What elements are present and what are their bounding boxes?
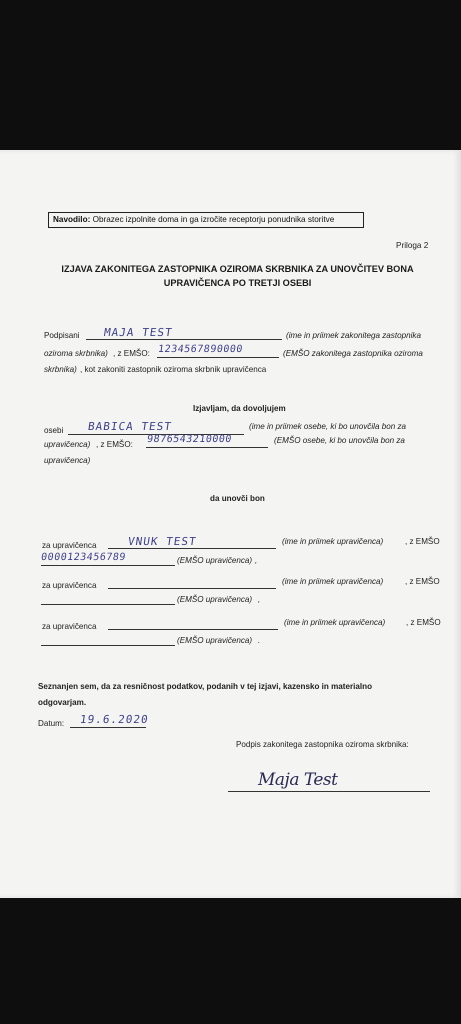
redeem-heading: da unovči bon [210,494,265,503]
beneficiary-1-emso-label: , z EMŠO [405,537,440,546]
signer-line3-a: skrbnika) [44,365,77,374]
beneficiary-2-lead: za upravičenca [42,581,97,590]
statement-line-2: odgovarjam. [38,698,87,707]
person-line3: upravičenca) [44,456,91,465]
beneficiary-2-end: , [258,595,261,604]
signer-name-hint: (ime in priimek zakonitega zastopnika [286,331,421,340]
person-name-handwritten: BABICA TEST [87,420,173,433]
instruction-label: Navodilo: [53,215,91,224]
signature-handwritten: Maja Test [258,770,338,790]
beneficiary-1-end: , [255,556,258,565]
person-lead: osebi [44,426,64,435]
beneficiary-1-name-hint: (ime in priimek upravičenca) [282,537,384,546]
instruction-text: Obrazec izpolnite doma in ga izročite receptorju ponudnika storitve [92,215,335,224]
person-line2-a: upravičenca) [44,440,91,449]
person-name-hint: (ime in priimek osebe, ki bo unovčila bon za [249,422,407,431]
date-line [70,727,146,728]
instruction-box [48,212,364,228]
signer-name-line [86,339,282,340]
title-line-1: IZJAVA ZAKONITEGA ZASTOPNIKA OZIROMA SKRBNIKA ZA UNOVČITEV BONA [61,264,414,274]
beneficiary-1-emso-handwritten: 0000123456789 [40,552,127,563]
signature-label: Podpis zakonitega zastopnika oziroma skrbnika: [236,740,409,749]
beneficiary-2-emso-line [41,604,175,605]
beneficiary-3-name-line [108,629,278,630]
beneficiary-2-name-line [108,588,276,589]
signer-line3-b: , kot zakoniti zastopnik oziroma skrbnik upravičenca [80,365,267,374]
annex-label: Priloga 2 [396,241,429,250]
beneficiary-2-name-hint: (ime in priimek upravičenca) [282,577,384,586]
beneficiary-2-emso-label: , z EMŠO [405,577,440,586]
beneficiary-1-emso-line [41,565,175,566]
date-label: Datum: [38,719,65,728]
beneficiary-3-lead: za upravičenca [42,622,97,631]
date-handwritten: 19.6.2020 [79,713,150,726]
person-emso-hint: (EMŠO osebe, ki bo unovčila bon za [274,436,405,445]
beneficiary-3-emso-hint: (EMŠO upravičenca) [177,636,253,645]
person-emso-label: , z EMŠO: [96,440,133,449]
signer-name-handwritten: MAJA TEST [103,326,174,339]
signer-lead: Podpisani [44,331,80,340]
signature-line [228,791,430,792]
declare-heading: Izjavljam, da dovoljujem [193,404,286,413]
person-emso-line [146,447,268,448]
document-title [40,262,435,290]
beneficiary-1-name-handwritten: VNUK TEST [127,535,198,548]
beneficiary-3-emso-line [41,645,175,646]
beneficiary-2-emso-hint: (EMŠO upravičenca) [177,595,253,604]
signer-emso-label: , z EMŠO: [113,349,150,358]
signer-hint-cont: oziroma skrbnika) [44,349,108,358]
beneficiary-1-lead: za upravičenca [42,541,97,550]
signer-emso-handwritten: 1234567890000 [157,344,244,355]
beneficiary-3-end: . [258,636,261,645]
person-emso-handwritten: 9876543210000 [146,434,233,445]
beneficiary-1-name-line [108,548,276,549]
beneficiary-3-emso-label: , z EMŠO [406,618,441,627]
statement-line-1: Seznanjen sem, da za resničnost podatkov, podanih v tej izjavi, kazensko in materialno [38,682,373,691]
signer-emso-line [157,357,279,358]
title-line-2: UPRAVIČENCA PO TRETJI OSEBI [163,278,312,288]
beneficiary-3-name-hint: (ime in priimek upravičenca) [284,618,386,627]
signer-emso-hint: (EMŠO zakonitega zastopnika oziroma [283,349,423,358]
beneficiary-1-emso-hint: (EMŠO upravičenca) [177,556,253,565]
